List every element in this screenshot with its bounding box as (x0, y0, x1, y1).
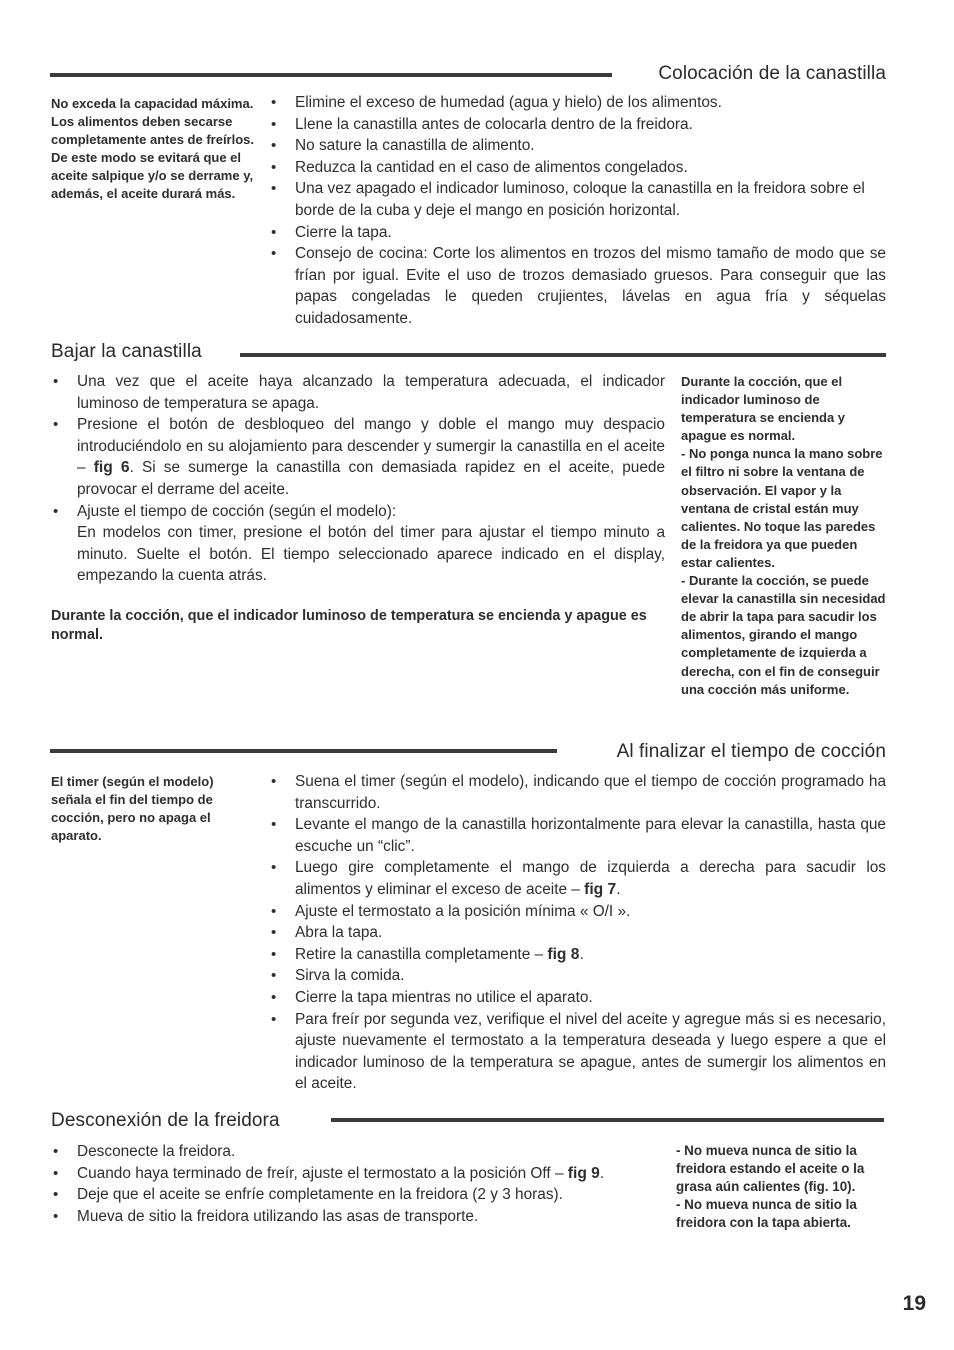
side-note-finalizar: El timer (según el modelo) señala el fin del tiempo de cocción, pero no apaga el aparato. (51, 774, 214, 844)
list-item-text: . (579, 945, 584, 963)
list-item-text: • Ajuste el tiempo de cocción (según el modelo): (77, 502, 397, 520)
bullet-list-finalizar (271, 771, 886, 1095)
side-note-line: - No mueva nunca de sitio la freidora con la tapa abierta. (676, 1197, 857, 1231)
list-item: • Ajuste el termostato a la posición mínima « O/I ». (271, 901, 886, 923)
side-note-line: Durante la cocción, que el indicador luminoso de temperatura se encienda y apague es normal. (681, 374, 846, 444)
warning-text-bajar: Durante la cocción, que el indicador luminoso de temperatura se encienda y apague es normal. (51, 608, 647, 643)
list-item (53, 501, 665, 587)
figure-reference: fig 6 (93, 459, 130, 477)
list-item: • Deje que el aceite se enfríe completamente en la freidora (2 y 3 horas). (53, 1184, 663, 1206)
side-note-line: De este modo se evitará que el aceite salpique y/o se derrame y, además, el aceite durará más. (51, 150, 254, 202)
list-item (271, 944, 886, 966)
side-note-line: - Durante la cocción, se puede elevar la canastilla sin necesidad de abrir la tapa para sacudir los alimentos, girando el mango completamente de izquierda a derecha, con el fin de conseguir una cocción más uniforme. (681, 573, 886, 697)
list-item-text: Presione el botón de desbloqueo del mango y doble el mango muy despacio introduciéndolo en su alojamiento para descender y sumergir la canastilla en el aceite – (77, 416, 665, 477)
list-item: • Para freír por segunda vez, verifique el nivel del aceite y agregue más si es necesario, ajuste nuevamente el termostato a la temperatura deseada y luego espere a que el indicador luminoso de la temperatura se apague, antes de sumergir los alimentos en el aceite. (271, 1009, 886, 1095)
list-item: • No sature la canastilla de alimento. (271, 135, 886, 157)
bullet-list-colocacion (271, 92, 886, 330)
list-item-text: En modelos con timer, presione el botón del timer para ajustar el tiempo minuto a minuto. Suelte el botón. El tiempo seleccionado aparece indicado en el display, empezando la cuenta atrás. (77, 524, 665, 585)
bullet-list-desconexion (53, 1141, 663, 1227)
side-note-bajar (681, 373, 887, 699)
section-divider (331, 1118, 884, 1122)
bullet-list-bajar (53, 371, 665, 587)
list-item: • Cierre la tapa. (271, 222, 886, 244)
list-item: • Abra la tapa. (271, 922, 886, 944)
list-item-text: Retire la canastilla completamente – (295, 945, 548, 963)
side-note-colocacion (51, 95, 255, 204)
list-item: • Llene la canastilla antes de colocarla dentro de la freidora. (271, 114, 886, 136)
side-note-desconexion (676, 1142, 888, 1232)
side-note-line: No exceda la capacidad máxima. (51, 96, 254, 111)
side-note-line: - No mueva nunca de sitio la freidora estando el aceite o la grasa aún calientes (fig. 10). (676, 1143, 865, 1195)
list-item-text: . (599, 1164, 605, 1182)
section-title-colocacion: Colocación de la canastilla (658, 63, 886, 84)
page-number: 19 (902, 1292, 926, 1315)
list-item: • Suena el timer (según el modelo), indicando que el tiempo de cocción programado ha transcurrido. (271, 771, 886, 814)
list-item-text: . Si se sumerge la canastilla con demasiada rapidez en el aceite, puede provocar el derrame del aceite. (77, 459, 666, 498)
figure-reference: fig 8 (547, 945, 580, 963)
list-item: • Elimine el exceso de humedad (agua y hielo) de los alimentos. (271, 92, 886, 114)
section-divider (240, 353, 886, 357)
list-item: • Levante el mango de la canastilla horizontalmente para elevar la canastilla, hasta que escuche un “clic”. (271, 814, 886, 857)
list-item-text: Luego gire completamente el mango de izquierda a derecha para sacudir los alimentos y eliminar el exceso de aceite – (295, 859, 886, 898)
list-item: • Una vez que el aceite haya alcanzado la temperatura adecuada, el indicador luminoso de temperatura se apaga. (53, 371, 665, 414)
section-title-desconexion: Desconexión de la freidora (51, 1110, 280, 1131)
list-item: • Una vez apagado el indicador luminoso, coloque la canastilla en la freidora sobre el borde de la cuba y deje el mango en posición horizontal. (271, 178, 886, 221)
list-item: • Desconecte la freidora. (53, 1141, 663, 1163)
list-item-text: Cuando haya terminado de freír, ajuste el termostato a la posición Off – (77, 1164, 568, 1182)
figure-reference: fig 7 (584, 880, 617, 898)
list-item: • Mueva de sitio la freidora utilizando las asas de transporte. (53, 1206, 663, 1228)
list-item-text: . (616, 880, 621, 898)
figure-reference: fig 9 (567, 1164, 600, 1182)
side-note-line: Los alimentos deben secarse completamente antes de freírlos. (51, 114, 255, 148)
section-divider (50, 73, 612, 77)
list-item: • Sirva la comida. (271, 965, 886, 987)
list-item (53, 1163, 663, 1185)
list-item: • Reduzca la cantidad en el caso de alimentos congelados. (271, 157, 886, 179)
list-item: • Cierre la tapa mientras no utilice el aparato. (271, 987, 886, 1009)
side-note-line: - No ponga nunca la mano sobre el filtro ni sobre la ventana de observación. El vapor y la ventana de cristal están muy calientes. No toque las paredes de la freidora ya que pueden estar calientes. (681, 446, 883, 570)
section-title-bajar: Bajar la canastilla (51, 341, 202, 362)
list-item (53, 414, 665, 500)
section-divider (50, 749, 557, 753)
section-title-finalizar: Al finalizar el tiempo de cocción (616, 741, 886, 762)
list-item (271, 857, 886, 900)
list-item: • Consejo de cocina: Corte los alimentos en trozos del mismo tamaño de modo que se frían por igual. Evite el uso de trozos demasiado gruesos. Para conseguir que las papas congeladas le queden crujientes, lávelas en agua fría y séquelas cuidadosamente. (271, 243, 886, 329)
